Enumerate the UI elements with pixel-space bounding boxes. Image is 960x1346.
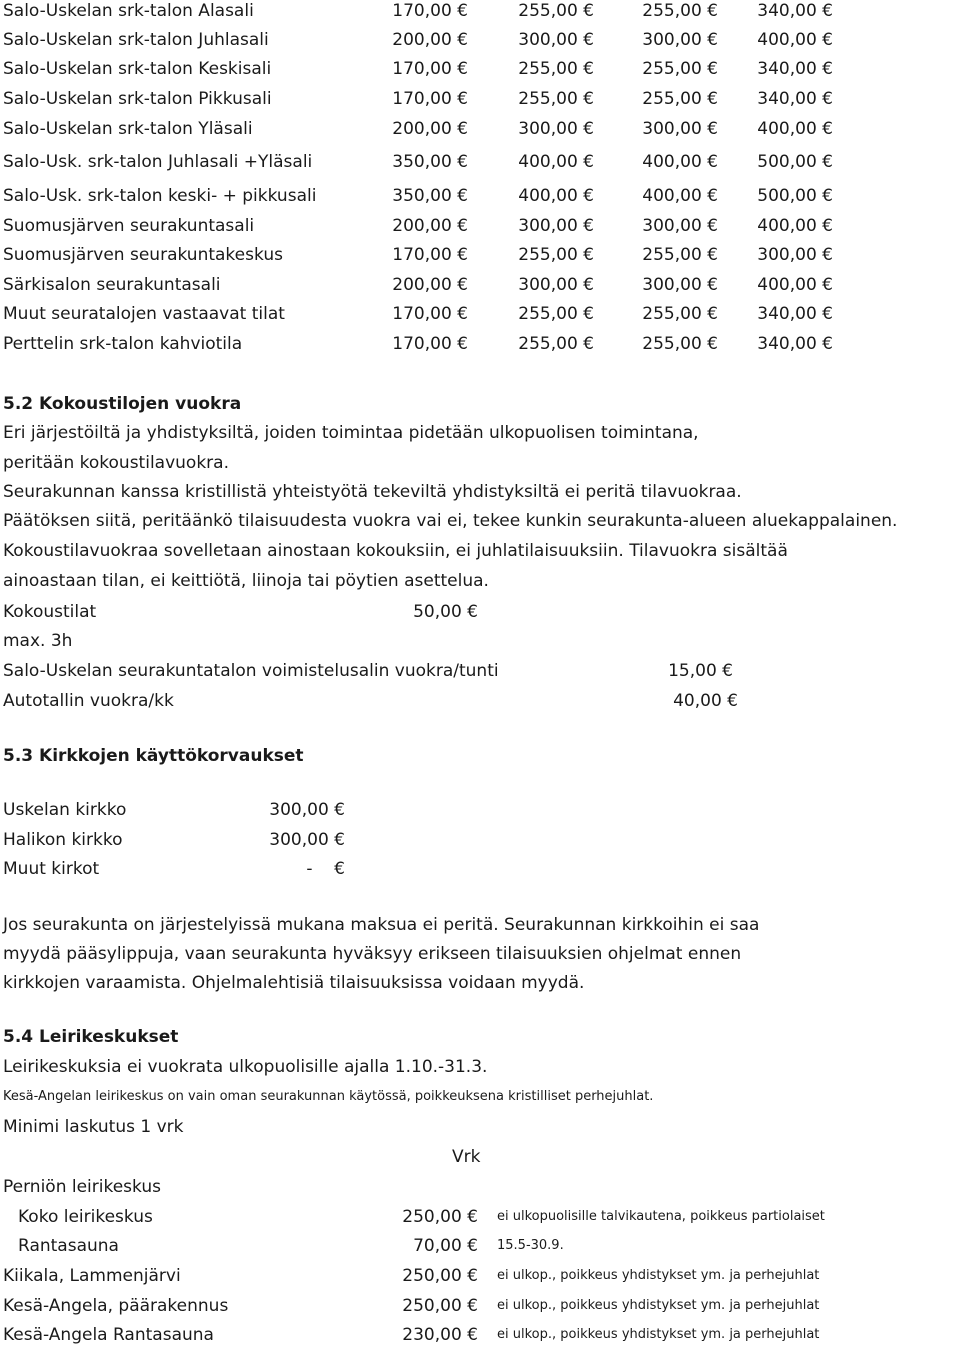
camp-fee: 70,00 € (413, 1236, 478, 1256)
room-name: Särkisalon seurakuntasali (3, 275, 221, 295)
fee-value: 170,00 € (392, 1, 468, 21)
section-heading: 5.2 Kokoustilojen vuokra (3, 394, 242, 414)
fee-value: 255,00 € (518, 89, 594, 109)
camp-name: Rantasauna (18, 1236, 119, 1256)
table-row (3, 29, 953, 51)
table-row (3, 0, 953, 22)
paragraph-line: ainoastaan tilan, ei keittiötä, liinoja tai pöytien asettelua. (3, 571, 489, 591)
church-name: Halikon kirkko (3, 830, 123, 850)
fee-value: 255,00 € (642, 1, 718, 21)
church-fee: 300,00 € (269, 800, 345, 820)
fee-value: 255,00 € (518, 1, 594, 21)
room-name: Muut seuratalojen vastaavat tilat (3, 304, 285, 324)
fee-value: 400,00 € (757, 30, 833, 50)
fee-value: 200,00 € (392, 30, 468, 50)
table-row (3, 118, 953, 140)
kokoustilat-row (3, 601, 953, 623)
church-fee: 300,00 € (269, 830, 345, 850)
room-name: Salo-Uskelan srk-talon Alasali (3, 1, 254, 21)
camp-note: 15.5-30.9. (497, 1238, 564, 1253)
fee-value: 400,00 € (518, 152, 594, 172)
table-row (3, 185, 953, 207)
fee-value: 255,00 € (642, 59, 718, 79)
table-row (3, 333, 953, 355)
fee-value: 170,00 € (392, 334, 468, 354)
autotalli-label: Autotallin vuokra/kk (3, 691, 174, 711)
table-row (3, 858, 953, 880)
fee-value: 500,00 € (757, 186, 833, 206)
table-row (3, 215, 953, 237)
kokoustilat-label: Kokoustilat (3, 602, 97, 622)
table-row (3, 1235, 953, 1257)
max-hours: max. 3h (3, 631, 73, 651)
fee-value: 300,00 € (642, 216, 718, 236)
paragraph-line: Leirikeskuksia ei vuokrata ulkopuolisille ajalla 1.10.-31.3. (3, 1057, 488, 1077)
pernio-heading: Perniön leirikeskus (3, 1177, 161, 1197)
paragraph-line: Seurakunnan kanssa kristillistä yhteistyötä tekeviltä yhdistyksiltä ei peritä tilavuokraa. (3, 482, 742, 502)
fee-value: 255,00 € (518, 304, 594, 324)
paragraph-line: Päätöksen siitä, peritäänkö tilaisuudesta vuokra vai ei, tekee kunkin seurakunta-alueen aluekappalainen. (3, 511, 898, 531)
fee-value: 255,00 € (518, 59, 594, 79)
autotalli-value: 40,00 € (673, 691, 738, 711)
table-row (3, 1206, 953, 1228)
kokoustilat-value: 50,00 € (413, 602, 478, 622)
camp-name: Koko leirikeskus (18, 1207, 153, 1227)
fee-value: 255,00 € (518, 245, 594, 265)
fee-value: 350,00 € (392, 152, 468, 172)
fee-value: 200,00 € (392, 275, 468, 295)
camp-note: ei ulkop., poikkeus yhdistykset ym. ja perhejuhlat (497, 1268, 820, 1283)
voimistelusali-label: Salo-Uskelan seurakuntatalon voimistelusalin vuokra/tunti (3, 661, 499, 681)
fee-value: 200,00 € (392, 119, 468, 139)
fee-value: 170,00 € (392, 245, 468, 265)
table-row (3, 1324, 953, 1346)
fee-value: 300,00 € (518, 119, 594, 139)
room-name: Salo-Usk. srk-talon Juhlasali +Yläsali (3, 152, 313, 172)
minimi-laskutus: Minimi laskutus 1 vrk (3, 1117, 184, 1137)
fee-value: 300,00 € (518, 30, 594, 50)
camp-name: Kesä-Angela Rantasauna (3, 1325, 214, 1345)
fee-value: 300,00 € (642, 275, 718, 295)
table-row (3, 244, 953, 266)
voimistelusali-value: 15,00 € (668, 661, 733, 681)
table-row (3, 58, 953, 80)
fee-value: 200,00 € (392, 216, 468, 236)
fee-value: 300,00 € (518, 275, 594, 295)
fee-value: 255,00 € (642, 304, 718, 324)
paragraph-line: myydä pääsylippuja, vaan seurakunta hyväksyy erikseen tilaisuuksien ohjelmat ennen (3, 944, 742, 964)
camp-note: ei ulkop., poikkeus yhdistykset ym. ja perhejuhlat (497, 1327, 820, 1342)
camp-name: Kiikala, Lammenjärvi (3, 1266, 181, 1286)
paragraph-line: Eri järjestöiltä ja yhdistyksiltä, joiden toimintaa pidetään ulkopuolisen toimintana, (3, 423, 699, 443)
fee-value: 300,00 € (518, 216, 594, 236)
paragraph-line: Kesä-Angelan leirikeskus on vain oman seurakunnan käytössä, poikkeuksena kristilliset perhejuhlat. (3, 1089, 654, 1104)
room-name: Perttelin srk-talon kahviotila (3, 334, 243, 354)
room-name: Salo-Uskelan srk-talon Yläsali (3, 119, 253, 139)
fee-value: 170,00 € (392, 89, 468, 109)
voimistelusali-row (3, 660, 953, 682)
fee-value: 170,00 € (392, 304, 468, 324)
fee-value: 400,00 € (642, 152, 718, 172)
room-name: Salo-Usk. srk-talon keski- + pikkusali (3, 186, 317, 206)
fee-value: 400,00 € (642, 186, 718, 206)
camp-fee: 230,00 € (402, 1325, 478, 1345)
fee-value: 340,00 € (757, 334, 833, 354)
room-name: Suomusjärven seurakuntasali (3, 216, 255, 236)
fee-value: 170,00 € (392, 59, 468, 79)
fee-value: 340,00 € (757, 304, 833, 324)
section-heading: 5.3 Kirkkojen käyttökorvaukset (3, 746, 304, 766)
fee-value: 400,00 € (757, 216, 833, 236)
room-name: Salo-Uskelan srk-talon Pikkusali (3, 89, 272, 109)
fee-value: 350,00 € (392, 186, 468, 206)
table-row (3, 151, 953, 173)
room-name: Salo-Uskelan srk-talon Juhlasali (3, 30, 269, 50)
room-name: Suomusjärven seurakuntakeskus (3, 245, 283, 265)
fee-value: 255,00 € (642, 89, 718, 109)
fee-value: 300,00 € (757, 245, 833, 265)
fee-value: 340,00 € (757, 59, 833, 79)
table-row (3, 799, 953, 821)
table-row (3, 303, 953, 325)
table-row (3, 88, 953, 110)
table-row (3, 1295, 953, 1317)
paragraph-line: Kokoustilavuokraa sovelletaan ainostaan kokouksiin, ei juhlatilaisuuksiin. Tilavuokra sisältää (3, 541, 788, 561)
table-row (3, 1265, 953, 1287)
fee-value: 500,00 € (757, 152, 833, 172)
fee-value: 400,00 € (518, 186, 594, 206)
autotalli-row (3, 690, 953, 712)
fee-value: 300,00 € (642, 119, 718, 139)
section-heading: 5.4 Leirikeskukset (3, 1027, 179, 1047)
church-name: Muut kirkot (3, 859, 100, 879)
camp-note: ei ulkopuolisille talvikautena, poikkeus partiolaiset (497, 1209, 825, 1224)
camp-fee: 250,00 € (402, 1207, 478, 1227)
room-name: Salo-Uskelan srk-talon Keskisali (3, 59, 272, 79)
camp-name: Kesä-Angela, päärakennus (3, 1296, 229, 1316)
church-fee: - € (306, 859, 345, 879)
fee-value: 400,00 € (757, 119, 833, 139)
table-row (3, 274, 953, 296)
camp-fee: 250,00 € (402, 1296, 478, 1316)
fee-value: 300,00 € (642, 30, 718, 50)
fee-value: 255,00 € (518, 334, 594, 354)
paragraph-line: Jos seurakunta on järjestelyissä mukana maksua ei peritä. Seurakunnan kirkkoihin ei saa (3, 915, 760, 935)
fee-value: 400,00 € (757, 275, 833, 295)
church-name: Uskelan kirkko (3, 800, 127, 820)
vrk-header: Vrk (452, 1147, 481, 1167)
fee-value: 340,00 € (757, 1, 833, 21)
paragraph-line: peritään kokoustilavuokra. (3, 453, 229, 473)
paragraph-line: kirkkojen varaamista. Ohjelmalehtisiä tilaisuuksissa voidaan myydä. (3, 973, 585, 993)
fee-value: 255,00 € (642, 245, 718, 265)
camp-fee: 250,00 € (402, 1266, 478, 1286)
table-row (3, 829, 953, 851)
fee-value: 255,00 € (642, 334, 718, 354)
camp-note: ei ulkop., poikkeus yhdistykset ym. ja perhejuhlat (497, 1298, 820, 1313)
fee-value: 340,00 € (757, 89, 833, 109)
